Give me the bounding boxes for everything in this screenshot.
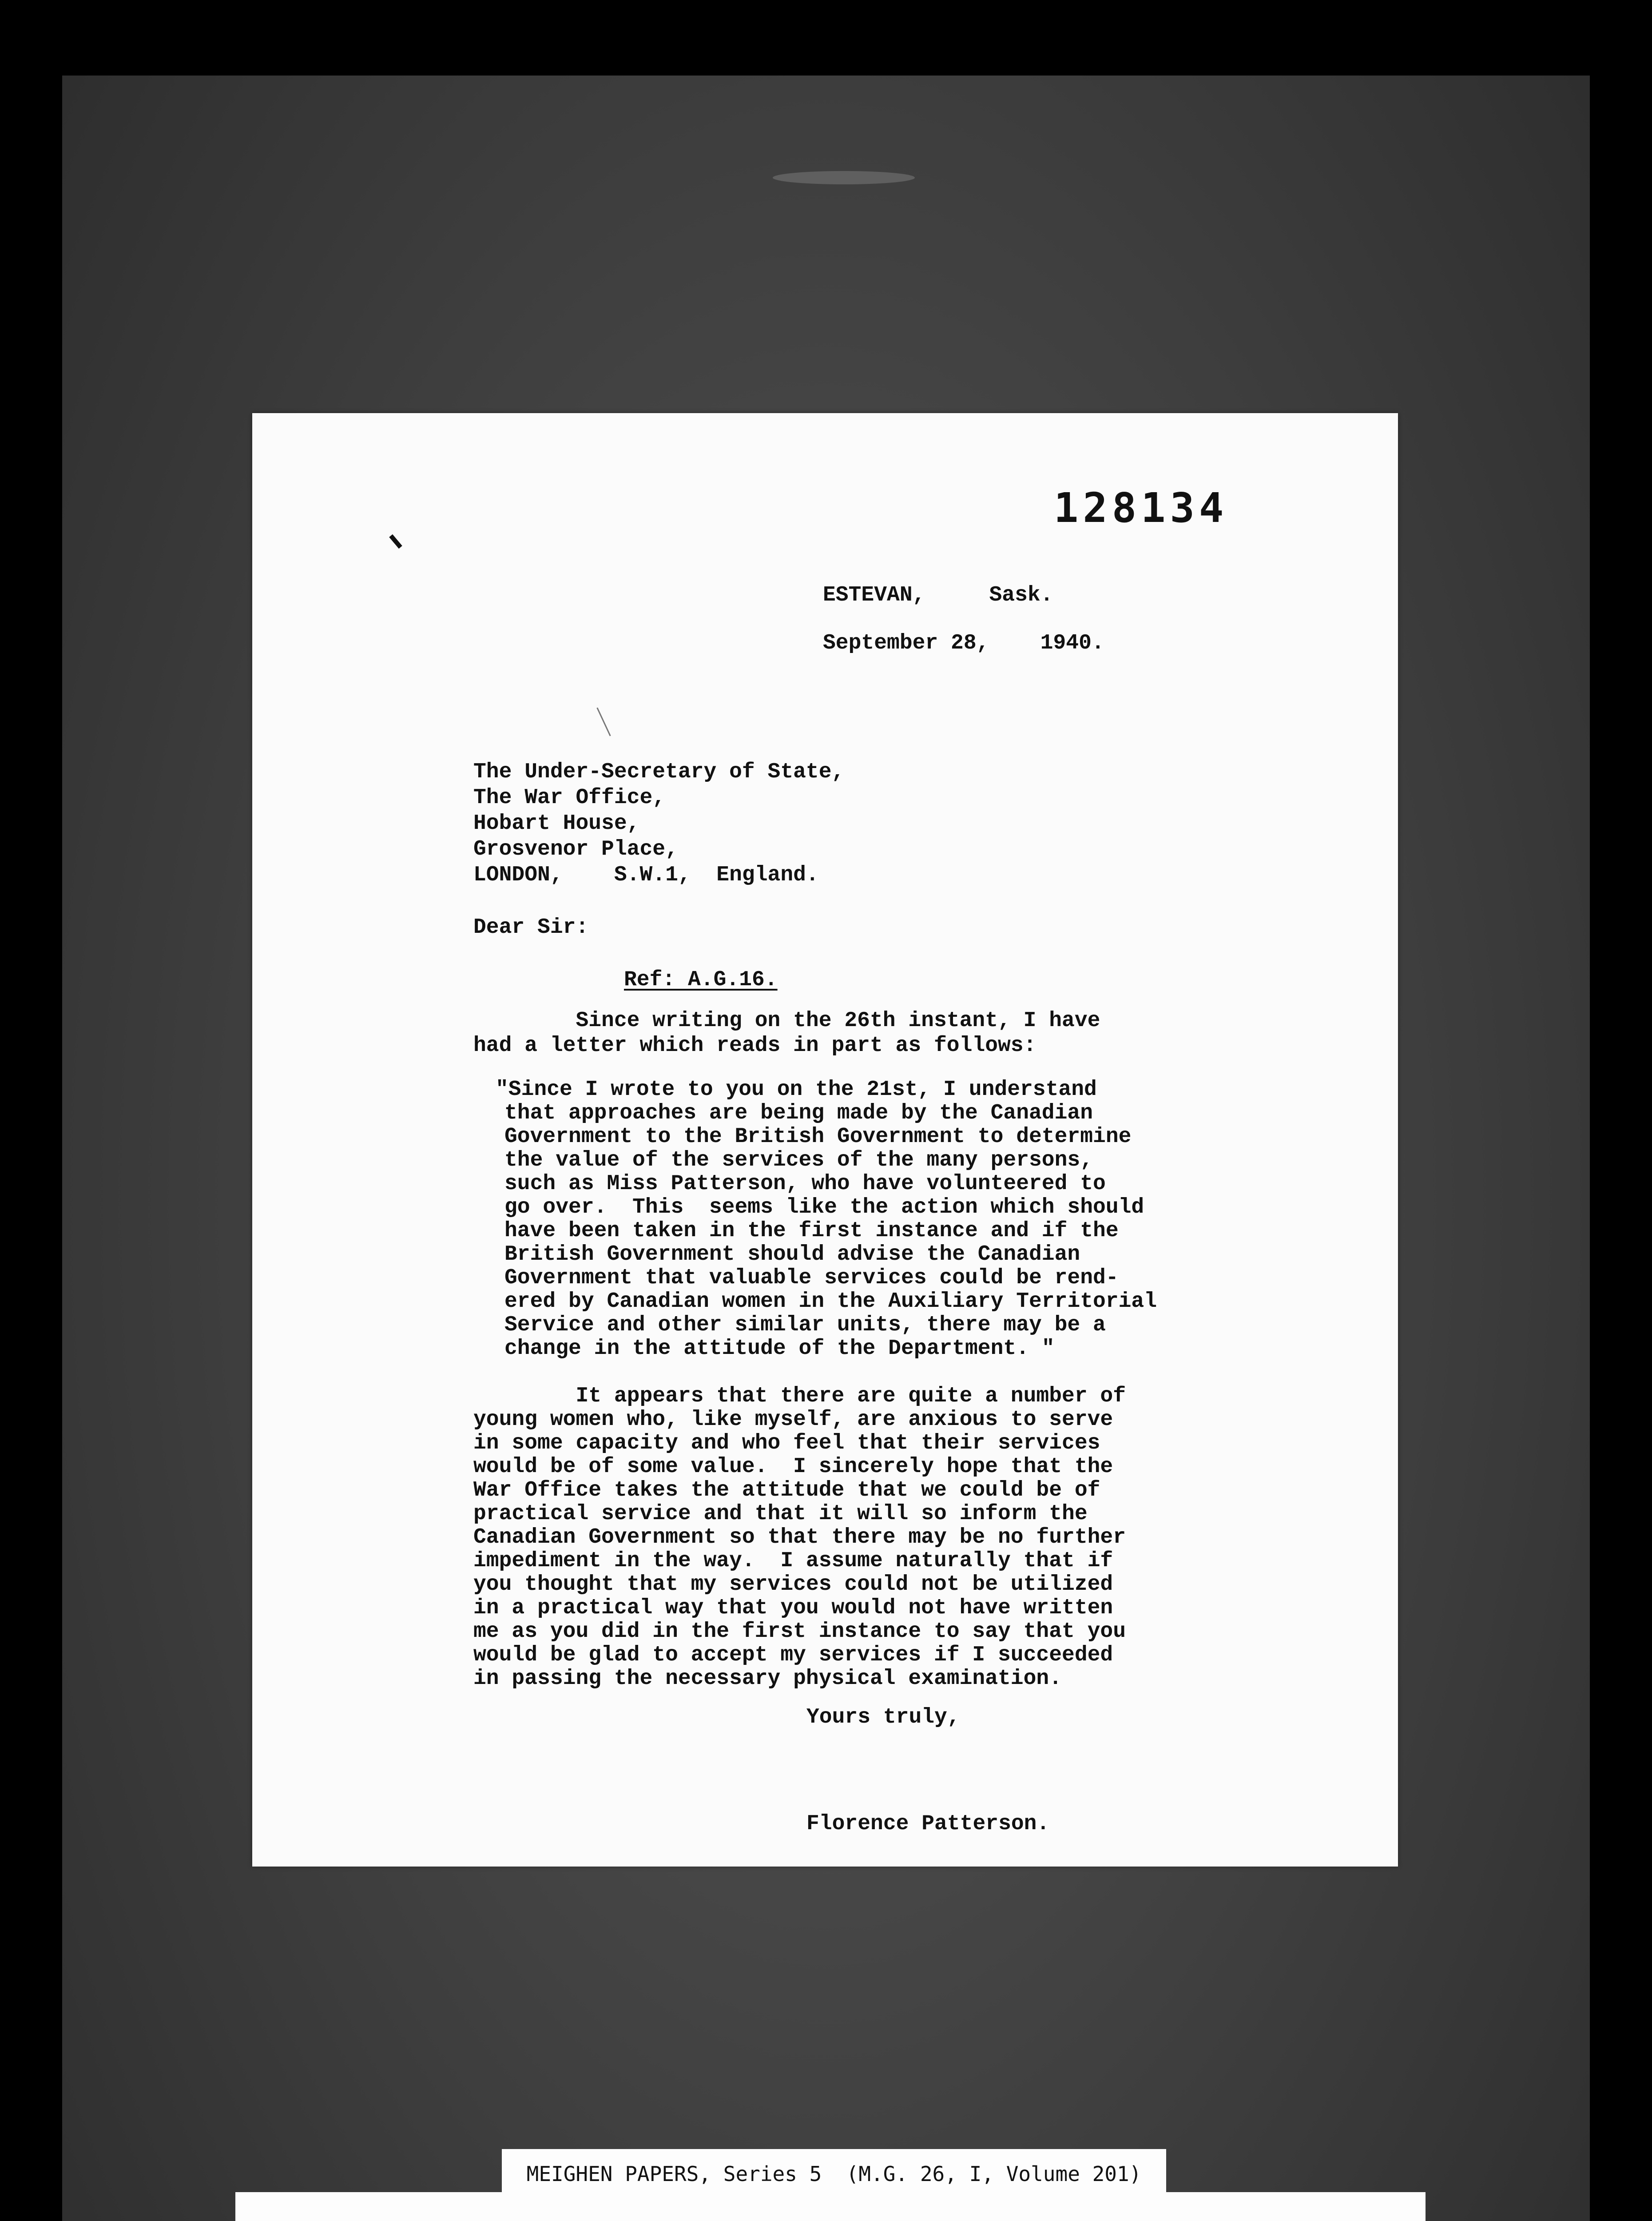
place: ESTEVAN, Sask. [823, 583, 1053, 607]
intro-line: had a letter which reads in part as follows: [473, 1034, 1036, 1058]
body-line: impediment in the way. I assume naturally that if [473, 1549, 1113, 1573]
date: September 28, 1940. [823, 631, 1104, 655]
body-line: me as you did in the first instance to say that you [473, 1620, 1126, 1644]
body-line: Canadian Government so that there may be no further [473, 1525, 1126, 1549]
quote-line: Government that valuable services could be rend- [504, 1266, 1119, 1290]
body-line: practical service and that it will so inform the [473, 1502, 1088, 1526]
pencil-tick [596, 708, 611, 736]
salutation: Dear Sir: [473, 915, 589, 939]
body-line: would be of some value. I sincerely hope that the [473, 1455, 1113, 1479]
quote-line: have been taken in the first instance and if the [504, 1219, 1119, 1243]
body-line: young women who, like myself, are anxious to serve [473, 1408, 1113, 1432]
letter-page [252, 413, 1398, 1867]
body-line: in a practical way that you would not have written [473, 1596, 1113, 1620]
body-line: War Office takes the attitude that we could be of [473, 1478, 1100, 1502]
quote-line: Service and other similar units, there may be a [504, 1313, 1106, 1337]
body-line: It appears that there are quite a number of [473, 1384, 1126, 1408]
addressee-line: The Under-Secretary of State, [473, 760, 845, 784]
quote-line: ered by Canadian women in the Auxiliary Territorial [504, 1290, 1157, 1313]
quote-line: that approaches are being made by the Canadian [504, 1101, 1093, 1125]
addressee-line: The War Office, [473, 786, 666, 810]
body-line: in some capacity and who feel that their services [473, 1431, 1100, 1455]
board-smudge [773, 171, 915, 184]
archive-series-label [502, 2149, 1166, 2199]
quote-line: Government to the British Government to determine [504, 1125, 1132, 1149]
intro-line: Since writing on the 26th instant, I have [473, 1009, 1100, 1033]
quote-line: change in the attitude of the Department. " [504, 1337, 1055, 1361]
addressee-line: LONDON, S.W.1, England. [473, 863, 819, 887]
ink-mark [389, 534, 402, 549]
addressee-line: Hobart House, [473, 812, 640, 836]
closing: Yours truly, [806, 1705, 960, 1729]
addressee-line: Grosvenor Place, [473, 837, 678, 861]
reference-number: 128134 [1054, 484, 1228, 532]
quote-line: go over. This seems like the action which should [504, 1195, 1144, 1219]
body-line: you thought that my services could not be utilized [473, 1572, 1113, 1596]
quote-line: the value of the services of the many persons, [504, 1148, 1093, 1172]
series-label-text: MEIGHEN PAPERS, Series 5 (M.G. 26, I, Volume 201) [526, 2162, 1142, 2186]
quote-line: British Government should advise the Canadian [504, 1242, 1080, 1266]
quote-line: such as Miss Patterson, who have volunteered to [504, 1172, 1106, 1196]
archive-stamp-card [235, 2192, 1426, 2221]
quote-line: "Since I wrote to you on the 21st, I understand [496, 1078, 1097, 1102]
body-line: in passing the necessary physical examination. [473, 1667, 1062, 1691]
body-line: would be glad to accept my services if I succeeded [473, 1643, 1113, 1667]
signature-name: Florence Patterson. [806, 1812, 1050, 1836]
reference-line: Ref: A.G.16. [624, 968, 778, 992]
